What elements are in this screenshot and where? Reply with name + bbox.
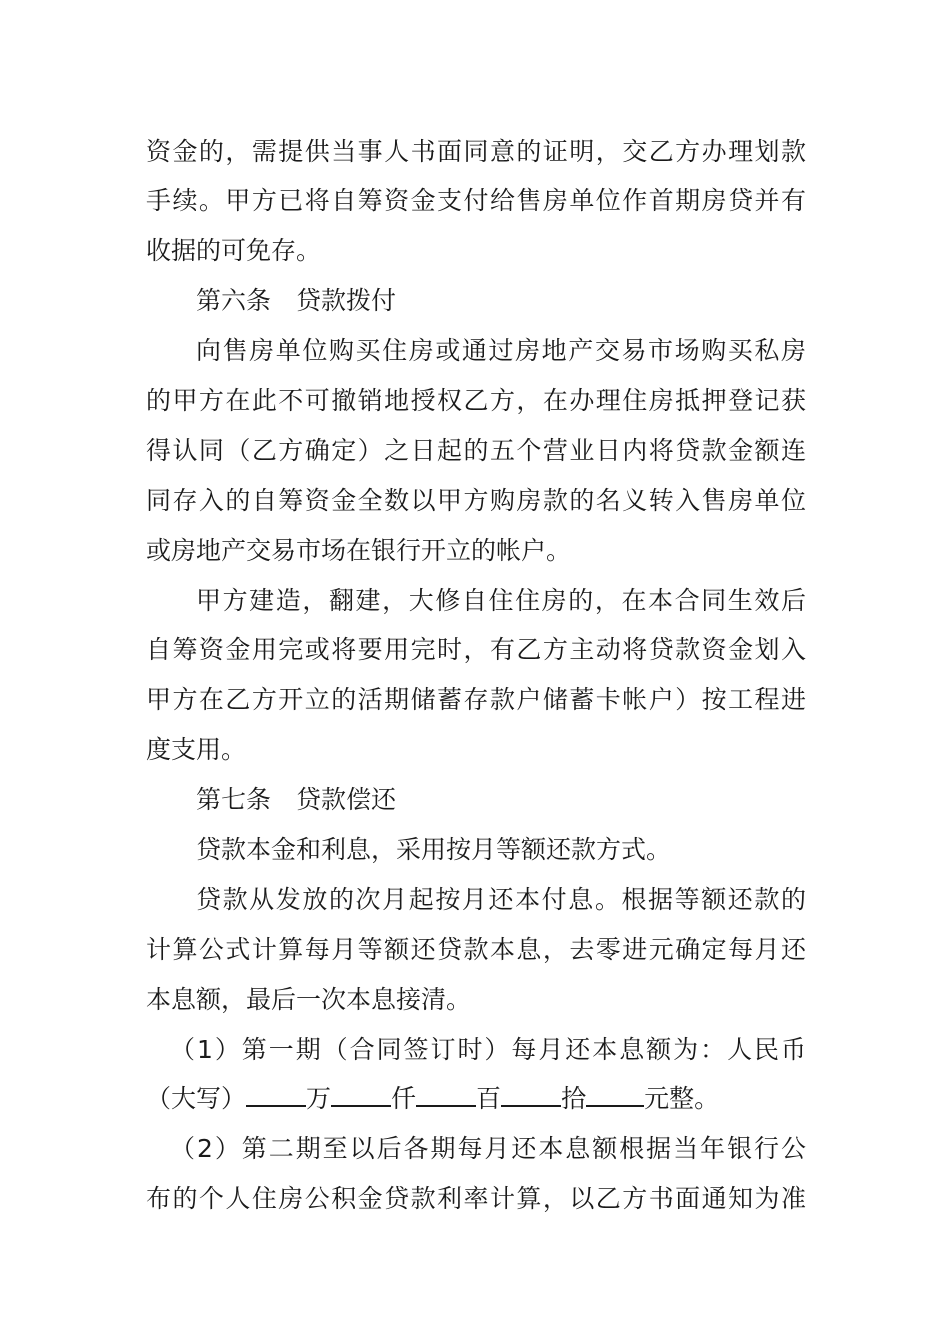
paragraph-line: 向售房单位购买住房或通过房地产交易市场购买私房 — [196, 336, 806, 365]
article-number: 第六条 — [196, 286, 272, 315]
paragraph-line: 甲方在乙方开立的活期储蓄存款户储蓄卡帐户）按工程进 — [146, 685, 806, 714]
blank-qian[interactable] — [331, 1083, 391, 1107]
blank-shi[interactable] — [501, 1083, 561, 1107]
paragraph-line: 布的个人住房公积金贷款利率计算，以乙方书面通知为准 — [146, 1184, 806, 1213]
unit-wan: 万 — [306, 1084, 332, 1113]
paragraph-line: 同存入的自筹资金全数以甲方购房款的名义转入售房单位 — [146, 486, 806, 515]
paragraph-line: 的甲方在此不可撤销地授权乙方，在办理住房抵押登记获 — [146, 386, 806, 415]
paragraph-line: 甲方建造，翻建，大修自住住房的，在本合同生效后 — [196, 586, 806, 615]
unit-bai: 百 — [476, 1084, 502, 1113]
article-title: 贷款拨付 — [296, 286, 397, 315]
blank-yuan[interactable] — [586, 1083, 644, 1107]
article-6-heading — [196, 285, 806, 317]
paragraph-line: 本息额，最后一次本息接清。 — [146, 985, 472, 1014]
unit-qian: 仟 — [391, 1084, 417, 1113]
paragraph-line: 资金的，需提供当事人书面同意的证明，交乙方办理划款 — [146, 137, 806, 166]
article-7-heading — [196, 784, 806, 816]
paragraph-line: （2）第二期至以后各期每月还本息额根据当年银行公 — [170, 1134, 806, 1163]
paragraph-line: 贷款从发放的次月起按月还本付息。根据等额还款的 — [196, 885, 806, 914]
paragraph-line: 贷款本金和利息，采用按月等额还款方式。 — [196, 835, 672, 864]
blank-bai[interactable] — [416, 1083, 476, 1107]
blank-wan[interactable] — [246, 1083, 306, 1107]
article-number: 第七条 — [196, 785, 272, 814]
paragraph-line: 得认同（乙方确定）之日起的五个营业日内将贷款金额连 — [146, 436, 806, 465]
paragraph-line: 手续。甲方已将自筹资金支付给售房单位作首期房贷并有 — [146, 186, 806, 215]
amount-prefix: （大写） — [146, 1084, 247, 1113]
article-title: 贷款偿还 — [296, 785, 397, 814]
paragraph-line: 度支用。 — [146, 735, 247, 764]
amount-fill-line — [146, 1083, 806, 1115]
paragraph-line: 计算公式计算每月等额还贷款本息，去零进元确定每月还 — [146, 935, 806, 964]
paragraph-line: （1）第一期（合同签订时）每月还本息额为：人民币 — [170, 1035, 806, 1064]
paragraph-line: 自筹资金用完或将要用完时，有乙方主动将贷款资金划入 — [146, 635, 806, 664]
unit-yuan: 元整。 — [644, 1084, 720, 1113]
paragraph-line: 收据的可免存。 — [146, 236, 322, 265]
unit-shi: 拾 — [561, 1084, 587, 1113]
paragraph-line: 或房地产交易市场在银行开立的帐户。 — [146, 536, 572, 565]
